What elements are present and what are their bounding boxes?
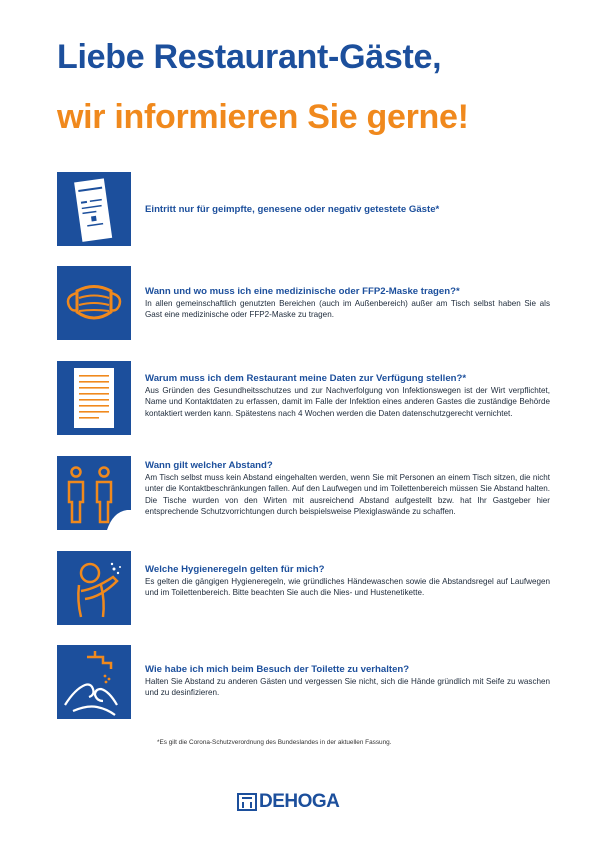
- section-body: Es gelten die gängigen Hygieneregeln, wie gründliches Händewaschen sowie die Abstandsregel auf Laufwegen und im Toilettenbereich. Bitte beachten Sie auch die Nies- und Hustenetikette.: [145, 577, 550, 598]
- logo-text: DEHOGA: [259, 791, 340, 812]
- distance-people-icon: [57, 456, 131, 530]
- contact-form-icon: [57, 361, 131, 435]
- footnote: *Es gilt die Corona-Schutzverordnung des Bundeslandes in der aktuellen Fassung.: [157, 739, 392, 746]
- section-heading: Welche Hygieneregeln gelten für mich?: [145, 564, 325, 575]
- section-heading: Warum muss ich dem Restaurant meine Daten zur Verfügung stellen?*: [145, 373, 467, 384]
- certificate-document-icon: [57, 172, 131, 246]
- title-line-2: wir informieren Sie gerne!: [57, 98, 469, 136]
- section-heading: Wann und wo muss ich eine medizinische oder FFP2-Maske tragen?*: [145, 286, 460, 297]
- title-line-1: Liebe Restaurant-Gäste,: [57, 38, 442, 76]
- section-body: Halten Sie Abstand zu anderen Gästen und vergessen Sie nicht, sich die Hände gründlich mit Seife zu waschen und zu desinfizieren.: [145, 677, 550, 698]
- section-heading: Wann gilt welcher Abstand?: [145, 460, 273, 471]
- dehoga-emblem-icon: [237, 793, 257, 811]
- section-body: Aus Gründen des Gesundheitsschutzes und zur Nachverfolgung von Infektionswegen ist der Wirt verpflichtet, Name und Kontaktdaten zu erfassen, damit im Falle der Infektion eines anderen Gastes die zuständige Behörde kontaktiert werden kann. Spätestens nach 4 Wochen werden die Daten datenschutzgerecht vernichtet.: [145, 386, 550, 418]
- section-heading: Eintritt nur für geimpfte, genesene oder negativ getestete Gäste*: [145, 204, 440, 215]
- section-body: Am Tisch selbst muss kein Abstand eingehalten werden, wenn Sie mit Personen an einem Tisch sitzen, die nicht unter die Kontaktbeschränkungen fallen. Auf den Laufwegen und im Toilettenbereich müssen Sie Abstand halten. Die Tische wurden von den Wirten mit ausreichend Abstand aufgestellt bzw. hat Ihr Gastgeber hier entsprechende Schutzvorrichtungen durch beispielsweise Plexiglaswände zu schaffen.: [145, 473, 550, 517]
- section-body: In allen gemeinschaftlich genutzten Bereichen (auch im Außenbereich) außer am Tisch selbst haben Sie als Gast eine medizinische oder FFP2-Maske zu tragen.: [145, 299, 550, 320]
- hand-washing-icon: [57, 645, 131, 719]
- section-heading: Wie habe ich mich beim Besuch der Toilette zu verhalten?: [145, 664, 410, 675]
- face-mask-icon: [57, 266, 131, 340]
- sneeze-elbow-icon: [57, 551, 131, 625]
- dehoga-logo: [237, 792, 339, 812]
